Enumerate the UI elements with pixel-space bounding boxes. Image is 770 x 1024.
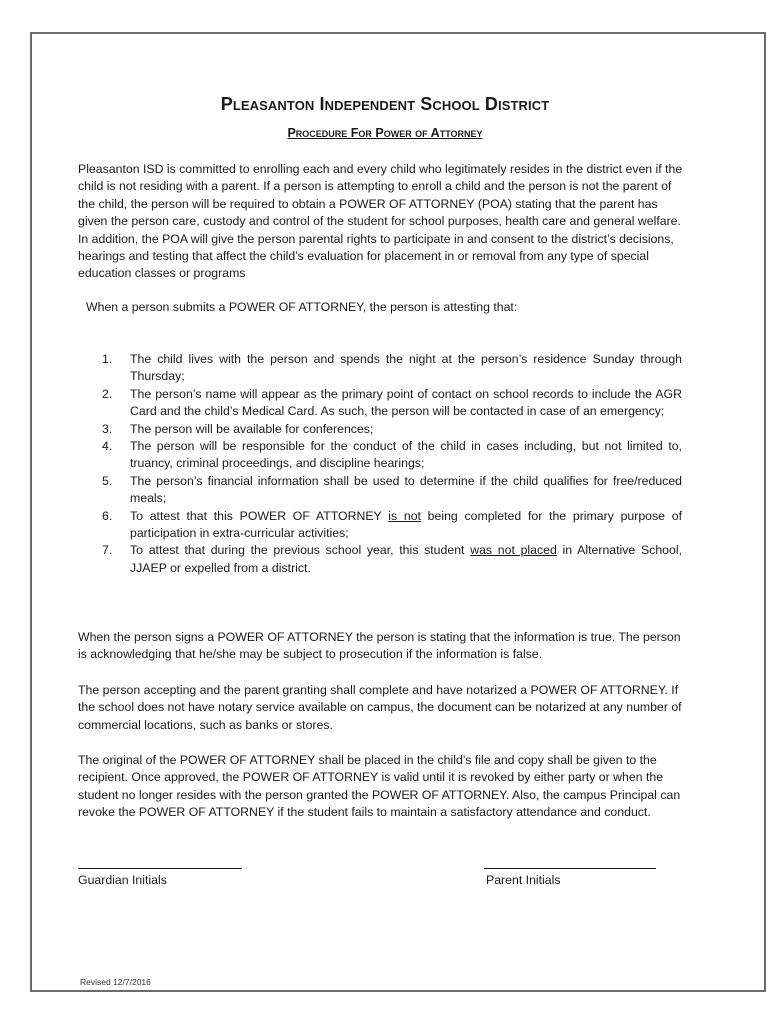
list-item — [102, 542, 682, 577]
list-item-number: 6. — [102, 508, 113, 523]
parent-initials-label: Parent Initials — [486, 873, 561, 887]
list-item-text-post: being completed for the primary purpose of participation in extra-curricular activities; — [130, 508, 682, 541]
list-item-number: 7. — [102, 543, 113, 558]
signing-paragraph: When the person signs a POWER OF ATTORNEY the person is stating that the information is true. The person is acknowledging that he/she may be subject to prosecution if the information is false. — [78, 630, 681, 662]
list-item — [102, 508, 682, 543]
revised-date: Revised 12/7/2016 — [80, 977, 151, 987]
list-item-number: 4. — [102, 439, 113, 454]
intro-paragraph: Pleasanton ISD is committed to enrolling each and every child who legitimately resides in the district even if the child is not residing with a parent. If a person is attempting to enroll a child and the person is not the parent of the child, the person will be required to obtain a POWER OF ATTORNEY (POA) stating that the parent has given the person care, custody and control of the student for school purposes, health care and general welfare. In addition, the POA will give the person parental rights to participate in and consent to the district’s decisions, hearings and testing that affect the child’s evaluation for placement in or removal from any type of special education classes or programs — [78, 162, 683, 281]
parent-initials-line[interactable] — [484, 868, 656, 869]
attest-lead: When a person submits a POWER OF ATTORNEY, the person is attesting that: — [86, 300, 518, 314]
list-item — [102, 438, 682, 473]
list-item-text: The child lives with the person and spends the night at the person’s residence Sunday through Thursday; — [130, 352, 682, 384]
list-item-number: 5. — [102, 473, 113, 488]
list-item-underlined: was not placed — [470, 543, 557, 558]
district-title: Pleasanton Independent School District — [220, 94, 550, 114]
attestation-list — [102, 351, 682, 577]
list-item-text-pre: To attest that during the previous school year, this student — [130, 543, 471, 558]
list-item — [102, 421, 682, 438]
list-item-number: 2. — [102, 386, 113, 401]
list-item-text: The person will be available for conferences; — [130, 421, 374, 436]
procedure-subtitle — [0, 126, 770, 140]
list-item-text-post: in Alternative School, JJAEP or expelled from a district. — [130, 543, 682, 575]
original-copy-paragraph: The original of the POWER OF ATTORNEY shall be placed in the child’s file and copy shall be given to the recipient. Once approved, the POWER OF ATTORNEY is valid until it is revoked by either party or when the student no longer resides with the person granted the POWER OF ATTORNEY. Also, the campus Principal can revoke the POWER OF ATTORNEY if the student fails to maintain a satisfactory attendance and conduct. — [78, 753, 681, 820]
list-item — [102, 473, 682, 508]
notarization-paragraph: The person accepting and the parent granting shall complete and have notarized a POWER OF ATTORNEY. If the school does not have notary service available on campus, the document can be notarized at any number of commercial locations, such as banks or stores. — [78, 683, 682, 732]
list-item-text: The person’s financial information shall be used to determine if the child qualifies for free/reduced meals; — [130, 473, 682, 506]
list-item-number: 1. — [102, 352, 113, 366]
list-item-underlined: is not — [388, 508, 421, 523]
list-item-text: The person will be responsible for the conduct of the child in cases including, but not limited to, truancy, criminal proceedings, and discipline hearings; — [130, 439, 682, 471]
list-item-text: The person’s name will appear as the primary point of contact on school records to include the AGR Card and the child’s Medical Card. As such, the person will be contacted in case of an emergency; — [130, 386, 682, 419]
list-item — [102, 351, 682, 386]
guardian-initials-line[interactable] — [78, 868, 242, 869]
list-item — [102, 386, 682, 421]
list-item-number: 3. — [102, 421, 113, 436]
list-item-text-pre: To attest that this POWER OF ATTORNEY — [130, 508, 389, 523]
procedure-subtitle-text: Procedure For Power of Attorney — [287, 126, 483, 140]
guardian-initials-label: Guardian Initials — [78, 873, 167, 887]
